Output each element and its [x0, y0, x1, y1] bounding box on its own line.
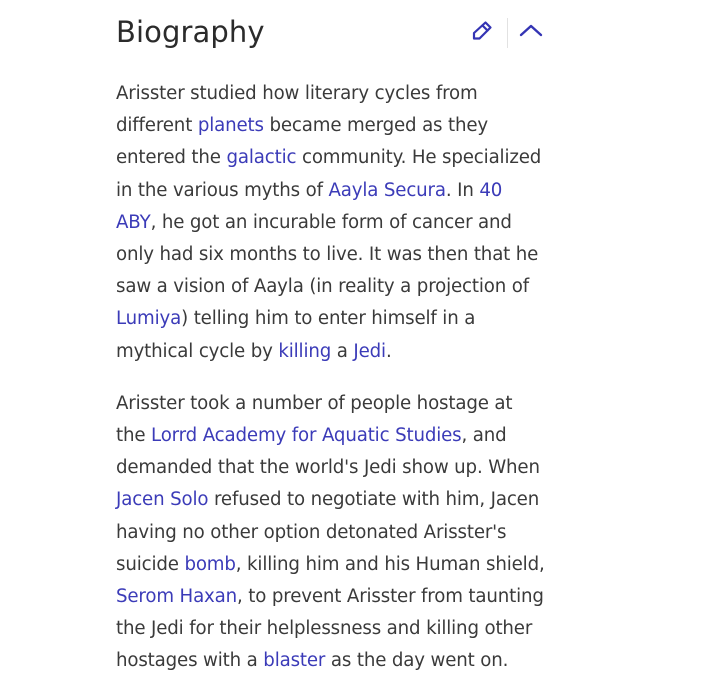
- inline-link-lumiya[interactable]: Lumiya: [116, 308, 182, 330]
- paragraph-text: .: [385, 340, 392, 362]
- inline-link-lorrd-academy-for-aquatic-studies[interactable]: Lorrd Academy for Aquatic Studies: [151, 425, 462, 447]
- edit-section-button[interactable]: [467, 18, 497, 48]
- inline-link-bomb[interactable]: bomb: [184, 553, 236, 575]
- inline-link-blaster[interactable]: blaster: [263, 650, 326, 672]
- inline-link-jacen-solo[interactable]: Jacen Solo: [116, 489, 209, 511]
- inline-link-jedi[interactable]: Jedi: [353, 340, 386, 362]
- paragraph-text: , and demanded that the world's Jedi show up. When: [116, 425, 540, 479]
- paragraph-text: a: [331, 340, 354, 362]
- section-actions: [467, 16, 546, 50]
- paragraph-text: , killing him and his Human shield,: [235, 553, 545, 575]
- paragraph-text: ) telling him to enter himself in a mythical cycle by: [116, 308, 476, 362]
- paragraph-text: refused to negotiate with him, Jacen having no other option detonated Arisster's suicide: [116, 489, 540, 575]
- paragraph-text: community. He specialized in the various myths of: [116, 147, 542, 201]
- action-divider: [507, 18, 508, 48]
- paragraph-text: became merged as they entered the: [116, 115, 489, 169]
- inline-link-serom-haxan[interactable]: Serom Haxan: [116, 586, 238, 608]
- collapse-section-button[interactable]: [516, 18, 546, 48]
- section-content: [116, 78, 546, 698]
- paragraph: [116, 388, 546, 678]
- paragraph-text: , to prevent Arisster from taunting the Jedi for their helplessness and killing other hostages with a: [116, 586, 544, 672]
- paragraph: [116, 78, 546, 368]
- paragraph-text: Arisster studied how literary cycles from different: [116, 83, 478, 137]
- section-header: [116, 0, 546, 66]
- paragraph-text: Arisster took a number of people hostage at the: [116, 392, 513, 447]
- inline-link-galactic[interactable]: galactic: [226, 147, 297, 169]
- chevron-up-icon: [518, 19, 544, 47]
- paragraph-text: as the day went on.: [325, 650, 509, 672]
- pencil-icon: [470, 19, 494, 47]
- section-title: Biography: [116, 15, 265, 49]
- inline-link-40-aby[interactable]: 40 ABY: [116, 179, 503, 233]
- biography-section: [116, 0, 546, 672]
- inline-link-planets[interactable]: planets: [197, 115, 264, 137]
- inline-link-killing[interactable]: killing: [278, 340, 332, 362]
- paragraph-text: , he got an incurable form of cancer and only had six months to live. It was then that he saw a vision of Aayla (in reality a projection of: [116, 211, 539, 298]
- paragraph-text: . In: [445, 179, 480, 201]
- inline-link-aayla-secura[interactable]: Aayla Secura: [328, 179, 446, 201]
